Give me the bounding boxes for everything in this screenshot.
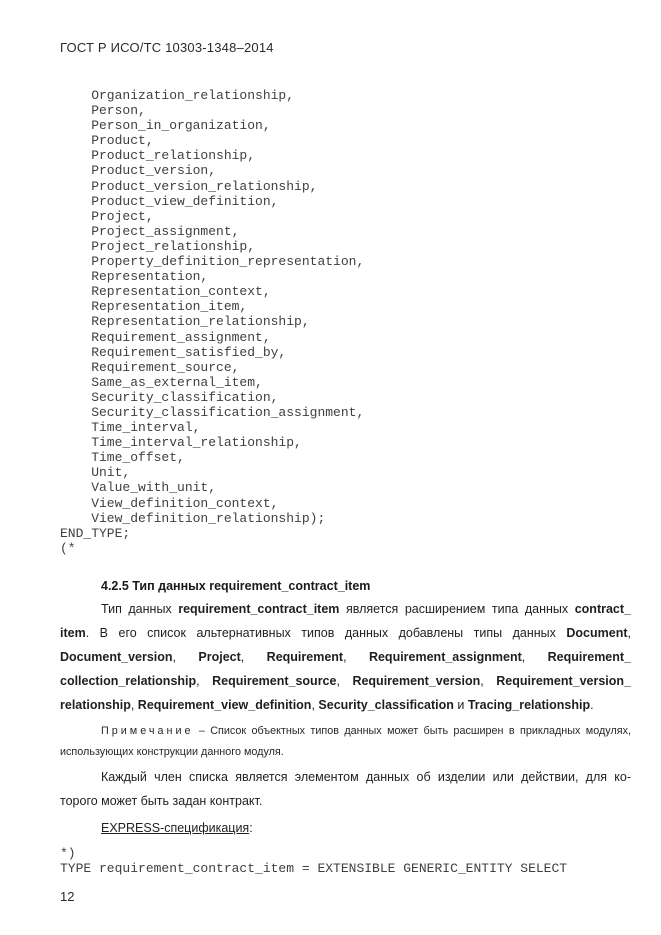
text-segment: . — [590, 697, 594, 712]
code-line: Security_classification, — [60, 389, 279, 405]
page-number: 12 — [60, 889, 75, 905]
code-line: TYPE requirement_contract_item = EXTENSIBLE GENERIC_ENTITY SELECT — [60, 861, 568, 876]
code-line: (* — [60, 540, 76, 556]
code-line: Requirement_assignment, — [60, 329, 271, 345]
code-line: Security_classification_assignment, — [60, 404, 365, 420]
text-line — [60, 765, 631, 789]
bold-term: Document — [566, 625, 628, 640]
text-line — [60, 742, 631, 763]
code-line: Project_assignment, — [60, 223, 240, 239]
text-segment: . В его список альтернативных типов данных добавлены типы данных — [85, 625, 567, 640]
text-segment: , — [240, 649, 267, 664]
code-line: Representation_relationship, — [60, 314, 310, 330]
code-line: Unit, — [60, 465, 131, 481]
text-segment: , — [130, 697, 138, 712]
bold-term: Requirement_source — [212, 673, 337, 688]
text-line — [60, 721, 631, 742]
code-line: Project, — [60, 208, 154, 224]
text-segment: , — [480, 673, 497, 688]
running-header: ГОСТ Р ИСО/ТС 10303-1348–2014 — [60, 40, 274, 55]
code-line: Requirement_source, — [60, 359, 240, 375]
code-line: *) — [60, 845, 76, 861]
code-line: Time_offset, — [60, 450, 185, 466]
bold-term: requirement_contract_item — [178, 601, 340, 616]
text-segment: торого может быть задан контракт. — [60, 793, 263, 808]
text-line — [60, 645, 631, 669]
code-line: Requirement_satisfied_by, — [60, 344, 287, 360]
code-line: Representation_item, — [60, 299, 248, 315]
text-line — [60, 669, 631, 693]
code-line: Product, — [60, 133, 154, 149]
text-segment: , — [172, 649, 199, 664]
code-line: Time_interval, — [60, 420, 201, 436]
bold-term: Requirement_assignment — [368, 649, 522, 664]
section-heading: 4.2.5 Тип данных requirement_contract_item — [101, 578, 371, 593]
text-segment: и — [453, 697, 468, 712]
code-line: Same_as_external_item, — [60, 374, 263, 390]
bold-term: Requirement_version_ — [496, 673, 632, 688]
code-line: Product_relationship, — [60, 148, 256, 164]
express-code-listing-bottom — [60, 846, 631, 876]
bold-term: collection_relationship — [60, 673, 197, 688]
bold-term: Document_version — [60, 649, 173, 664]
code-line: Product_version, — [60, 163, 217, 179]
code-line: Person, — [60, 103, 146, 119]
code-line: Representation, — [60, 269, 209, 285]
text-segment: использующих конструкции данного модуля. — [60, 745, 284, 758]
code-line: Product_version_relationship, — [60, 178, 318, 194]
text-segment: , — [343, 649, 369, 664]
text-line — [60, 621, 631, 645]
note-block — [60, 721, 631, 763]
express-spec-colon: : — [249, 820, 253, 835]
express-spec-line — [60, 820, 631, 837]
text-line — [60, 597, 631, 621]
bold-term: contract_ — [574, 601, 631, 616]
text-segment: Тип данных — [101, 601, 179, 616]
code-line: View_definition_relationship); — [60, 510, 326, 526]
code-line: Value_with_unit, — [60, 480, 217, 496]
bold-term: relationship — [60, 697, 131, 712]
express-code-listing-top — [60, 88, 631, 556]
bold-term: Project — [198, 649, 241, 664]
text-line — [60, 789, 631, 813]
text-segment: Примечание — [101, 724, 194, 737]
text-line — [60, 693, 631, 717]
code-line: Project_relationship, — [60, 238, 256, 254]
text-segment: , — [521, 649, 548, 664]
bold-term: Requirement_view_definition — [137, 697, 312, 712]
code-line: Person_in_organization, — [60, 118, 271, 134]
bold-term: Requirement_version — [352, 673, 481, 688]
text-segment: – Список объектных типов данных может быть расширен в прикладных модулях, — [193, 724, 631, 737]
text-segment: , — [336, 673, 353, 688]
code-line: Organization_relationship, — [60, 88, 295, 103]
code-line: Property_definition_representation, — [60, 254, 365, 270]
code-line: Representation_context, — [60, 284, 271, 300]
bold-term: Tracing_relationship — [467, 697, 591, 712]
text-segment: Каждый член списка является элементом данных об изделии или действии, для ко- — [101, 769, 631, 784]
paragraph-type-description — [60, 597, 631, 717]
bold-term: Requirement_ — [547, 649, 632, 664]
text-segment: , — [627, 625, 631, 640]
bold-term: Requirement — [266, 649, 344, 664]
express-spec-label: EXPRESS-спецификация — [101, 820, 250, 835]
paragraph-list-member — [60, 765, 631, 813]
bold-term: Security_classification — [318, 697, 454, 712]
text-segment: , — [196, 673, 213, 688]
bold-term: item — [60, 625, 86, 640]
code-line: View_definition_context, — [60, 495, 279, 511]
text-segment: , — [311, 697, 319, 712]
code-line: Time_interval_relationship, — [60, 435, 302, 451]
text-segment: является расширением типа данных — [339, 601, 575, 616]
code-line: END_TYPE; — [60, 525, 131, 541]
code-line: Product_view_definition, — [60, 193, 279, 209]
